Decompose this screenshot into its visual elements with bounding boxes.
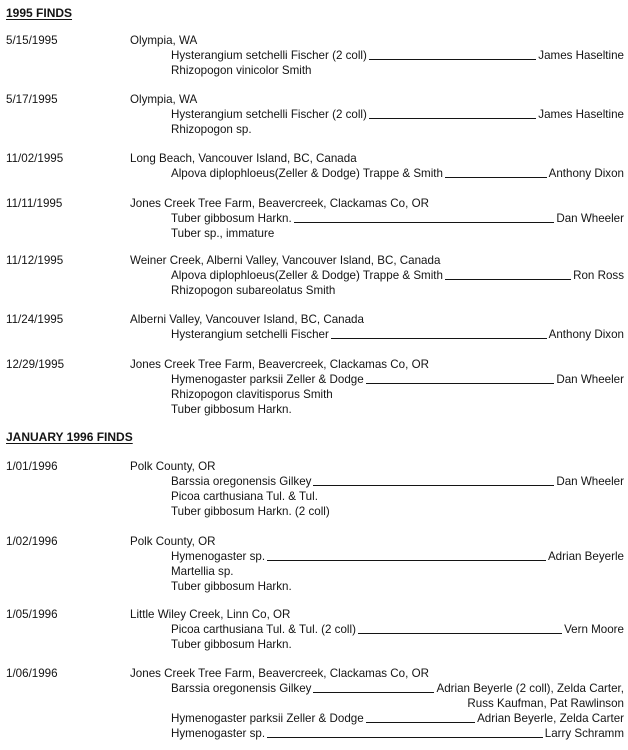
leader-rule	[445, 177, 547, 178]
finder-name: Ron Ross	[573, 269, 624, 282]
leader-rule	[366, 383, 555, 384]
species-row	[171, 712, 624, 726]
species-name: Tuber gibbosum Harkn.	[171, 212, 292, 225]
finder-name: Dan Wheeler	[556, 373, 624, 386]
find-location: Long Beach, Vancouver Island, BC, Canada	[130, 152, 357, 165]
find-date: 12/29/1995	[6, 358, 65, 371]
leader-rule	[267, 737, 543, 738]
species-name: Tuber sp., immature	[171, 227, 275, 240]
species-name: Rhizopogon vinicolor Smith	[171, 64, 312, 77]
species-row	[171, 49, 624, 63]
species-row	[171, 167, 624, 181]
leader-rule	[366, 722, 475, 723]
find-date: 11/02/1995	[6, 152, 64, 165]
species-name: Alpova diplophloeus(Zeller & Dodge) Trappe & Smith	[171, 269, 443, 282]
leader-rule	[358, 633, 562, 634]
finder-name: Dan Wheeler	[556, 475, 624, 488]
species-row	[171, 682, 624, 696]
finder-name: James Haseltine	[538, 49, 624, 62]
species-name: Hymenogaster sp.	[171, 727, 266, 740]
species-row	[171, 212, 624, 226]
finder-name: Adrian Beyerle	[547, 550, 624, 563]
species-name: Hysterangium setchelli Fischer (2 coll)	[171, 108, 367, 121]
leader-rule	[313, 485, 554, 486]
finder-name: Adrian Beyerle, Zelda Carter	[477, 712, 624, 725]
find-location: Olympia, WA	[130, 93, 198, 106]
finder-name: Anthony Dixon	[548, 328, 624, 341]
species-name: Hysterangium setchelli Fischer	[171, 328, 329, 341]
find-date: 1/05/1996	[6, 608, 58, 621]
find-location: Little Wiley Creek, Linn Co, OR	[130, 608, 291, 621]
section-heading: JANUARY 1996 FINDS	[6, 430, 133, 444]
species-name: Barssia oregonensis Gilkey	[171, 682, 312, 695]
species-row	[171, 108, 624, 122]
finder-name: Anthony Dixon	[548, 167, 624, 180]
find-date: 11/11/1995	[6, 197, 63, 210]
find-location: Polk County, OR	[130, 460, 216, 473]
find-date: 5/17/1995	[6, 93, 58, 106]
species-name: Hymenogaster parksii Zeller & Dodge	[171, 373, 364, 386]
leader-rule	[445, 279, 571, 280]
species-name: Tuber gibbosum Harkn.	[171, 403, 292, 416]
find-date: 5/15/1995	[6, 34, 58, 47]
finder-name: Dan Wheeler	[556, 212, 624, 225]
leader-rule	[313, 692, 434, 693]
find-location: Alberni Valley, Vancouver Island, BC, Canada	[130, 313, 364, 326]
section-heading: 1995 FINDS	[6, 6, 73, 20]
find-date: 11/12/1995	[6, 254, 64, 267]
finder-name: Adrian Beyerle (2 coll), Zelda Carter,	[436, 682, 624, 695]
species-row	[171, 269, 624, 283]
species-name: Tuber gibbosum Harkn. (2 coll)	[171, 505, 330, 518]
find-location: Olympia, WA	[130, 34, 198, 47]
species-name: Barssia oregonensis Gilkey	[171, 475, 312, 488]
species-row	[171, 475, 624, 489]
species-name: Picoa carthusiana Tul. & Tul.	[171, 490, 318, 503]
finder-name-continued: Russ Kaufman, Pat Rawlinson	[467, 697, 624, 710]
find-location: Jones Creek Tree Farm, Beavercreek, Clackamas Co, OR	[130, 197, 429, 210]
species-name: Alpova diplophloeus(Zeller & Dodge) Trappe & Smith	[171, 167, 443, 180]
find-date: 1/06/1996	[6, 667, 58, 680]
species-name: Hymenogaster sp.	[171, 550, 266, 563]
finder-name: Vern Moore	[564, 623, 624, 636]
species-name: Picoa carthusiana Tul. & Tul. (2 coll)	[171, 623, 356, 636]
leader-rule	[369, 118, 536, 119]
finder-name: Larry Schramm	[544, 727, 624, 740]
species-row	[171, 328, 624, 342]
find-location: Weiner Creek, Alberni Valley, Vancouver Island, BC, Canada	[130, 254, 441, 267]
species-name: Hysterangium setchelli Fischer (2 coll)	[171, 49, 367, 62]
species-row	[171, 373, 624, 387]
species-row	[171, 623, 624, 637]
find-date: 1/01/1996	[6, 460, 58, 473]
species-name: Rhizopogon sp.	[171, 123, 252, 136]
species-name: Tuber gibbosum Harkn.	[171, 638, 292, 651]
species-row	[171, 727, 624, 741]
leader-rule	[294, 222, 555, 223]
species-row	[171, 550, 624, 564]
find-date: 11/24/1995	[6, 313, 64, 326]
find-location: Jones Creek Tree Farm, Beavercreek, Clackamas Co, OR	[130, 358, 429, 371]
finder-name: James Haseltine	[538, 108, 624, 121]
species-name: Martellia sp.	[171, 565, 234, 578]
leader-rule	[369, 59, 536, 60]
leader-rule	[267, 560, 546, 561]
species-name: Rhizopogon subareolatus Smith	[171, 284, 336, 297]
find-location: Jones Creek Tree Farm, Beavercreek, Clackamas Co, OR	[130, 667, 429, 680]
species-name: Hymenogaster parksii Zeller & Dodge	[171, 712, 364, 725]
species-name: Tuber gibbosum Harkn.	[171, 580, 292, 593]
find-location: Polk County, OR	[130, 535, 216, 548]
species-name: Rhizopogon clavitisporus Smith	[171, 388, 333, 401]
leader-rule	[331, 338, 547, 339]
find-date: 1/02/1996	[6, 535, 58, 548]
